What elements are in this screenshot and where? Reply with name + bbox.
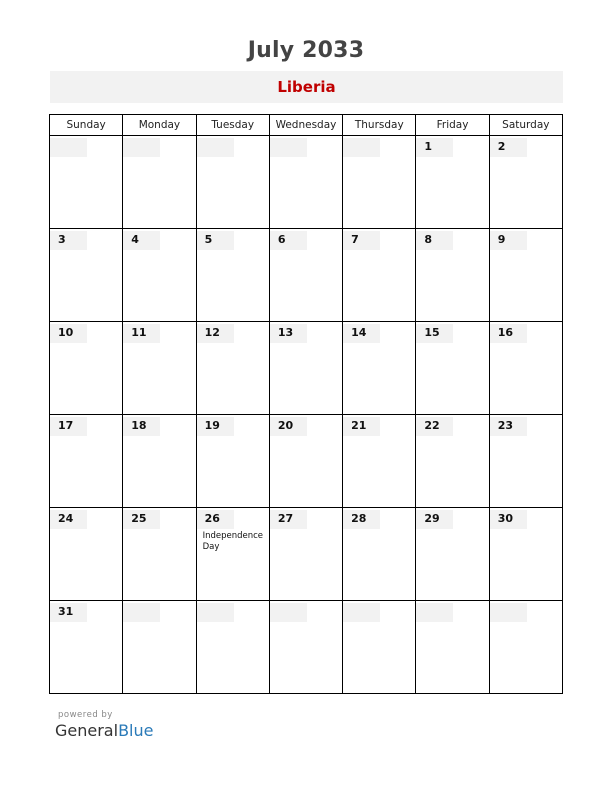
day-cell[interactable] xyxy=(50,601,123,694)
week-row xyxy=(50,508,563,601)
calendar-title: July 2033 xyxy=(247,38,365,63)
day-number: 27 xyxy=(277,512,294,525)
day-number-box xyxy=(270,231,307,250)
day-number-box xyxy=(197,138,234,157)
day-number: 20 xyxy=(277,419,294,432)
day-cell[interactable] xyxy=(416,322,489,415)
week-row xyxy=(50,415,563,508)
day-number: 31 xyxy=(58,605,74,618)
day-number-box xyxy=(416,138,453,157)
logo-blue-text: Blue xyxy=(118,721,154,740)
day-number-box xyxy=(490,603,527,622)
day-number: 18 xyxy=(131,419,147,432)
day-number: 8 xyxy=(424,233,433,246)
day-cell[interactable] xyxy=(416,136,489,229)
day-number: 30 xyxy=(497,512,513,525)
day-number-box xyxy=(416,231,453,250)
day-number-box xyxy=(197,231,234,250)
day-number: 17 xyxy=(58,419,74,432)
day-cell[interactable] xyxy=(50,508,123,601)
day-cell[interactable] xyxy=(123,415,196,508)
day-number: 22 xyxy=(424,419,440,432)
day-number: 9 xyxy=(497,233,506,246)
day-number-box xyxy=(490,138,527,157)
weekday-sunday: Sunday xyxy=(50,115,123,136)
day-cell[interactable] xyxy=(489,322,562,415)
day-cell[interactable] xyxy=(269,415,342,508)
day-cell[interactable] xyxy=(343,508,416,601)
weekday-tuesday: Tuesday xyxy=(196,115,269,136)
day-number: 14 xyxy=(351,326,367,339)
weekday-saturday: Saturday xyxy=(489,115,562,136)
day-cell[interactable] xyxy=(196,229,269,322)
day-cell[interactable] xyxy=(196,136,269,229)
day-cell[interactable] xyxy=(343,229,416,322)
day-number: 15 xyxy=(424,326,440,339)
day-number-box xyxy=(343,603,380,622)
day-cell[interactable] xyxy=(196,322,269,415)
day-number-box xyxy=(490,231,527,250)
day-number: 19 xyxy=(204,419,220,432)
powered-by-text: powered by xyxy=(58,710,113,720)
day-number: 3 xyxy=(58,233,66,246)
day-cell[interactable] xyxy=(196,508,269,601)
holiday-label: Independence Day xyxy=(202,531,264,552)
day-number-box xyxy=(343,231,380,250)
day-number: 7 xyxy=(351,233,359,246)
day-cell[interactable] xyxy=(343,601,416,694)
day-cell[interactable] xyxy=(416,229,489,322)
day-cell[interactable] xyxy=(343,415,416,508)
day-cell[interactable] xyxy=(269,601,342,694)
day-number-box xyxy=(123,603,160,622)
day-cell[interactable] xyxy=(489,229,562,322)
day-cell[interactable] xyxy=(269,136,342,229)
weekday-header-row xyxy=(50,115,563,136)
day-number-box xyxy=(123,138,160,157)
week-row xyxy=(50,136,563,229)
day-cell[interactable] xyxy=(416,415,489,508)
day-number: 5 xyxy=(204,233,213,246)
day-number: 10 xyxy=(58,326,74,339)
day-number-box xyxy=(197,603,234,622)
day-number-box xyxy=(270,138,307,157)
day-number: 6 xyxy=(277,233,286,246)
day-cell[interactable] xyxy=(123,136,196,229)
day-number: 26 xyxy=(204,512,220,525)
day-cell[interactable] xyxy=(269,229,342,322)
day-cell[interactable] xyxy=(489,508,562,601)
day-number: 1 xyxy=(424,140,433,153)
day-number: 4 xyxy=(131,233,139,246)
calendar-body xyxy=(50,136,563,694)
day-number: 24 xyxy=(58,512,74,525)
day-cell[interactable] xyxy=(343,322,416,415)
day-cell[interactable] xyxy=(50,136,123,229)
day-cell[interactable] xyxy=(123,229,196,322)
day-number: 29 xyxy=(424,512,440,525)
day-number: 21 xyxy=(351,419,367,432)
week-row xyxy=(50,601,563,694)
day-cell[interactable] xyxy=(196,415,269,508)
day-cell[interactable] xyxy=(269,508,342,601)
day-cell[interactable] xyxy=(123,322,196,415)
day-cell[interactable] xyxy=(50,415,123,508)
day-number: 23 xyxy=(497,419,513,432)
day-number-box xyxy=(343,138,380,157)
day-number: 12 xyxy=(204,326,220,339)
day-cell[interactable] xyxy=(489,136,562,229)
weekday-thursday: Thursday xyxy=(343,115,416,136)
day-number-box xyxy=(123,231,160,250)
day-cell[interactable] xyxy=(416,601,489,694)
day-cell[interactable] xyxy=(196,601,269,694)
weekday-wednesday: Wednesday xyxy=(269,115,342,136)
day-cell[interactable] xyxy=(416,508,489,601)
week-row xyxy=(50,322,563,415)
day-cell[interactable] xyxy=(489,415,562,508)
day-number-box xyxy=(270,603,307,622)
day-cell[interactable] xyxy=(50,229,123,322)
day-cell[interactable] xyxy=(269,322,342,415)
day-number-box xyxy=(50,231,87,250)
country-name: Liberia xyxy=(50,71,563,103)
weekday-friday: Friday xyxy=(416,115,489,136)
day-number-box xyxy=(50,138,87,157)
day-cell[interactable] xyxy=(489,601,562,694)
weekday-monday: Monday xyxy=(123,115,196,136)
day-number-box xyxy=(416,603,453,622)
calendar-grid xyxy=(49,114,563,694)
day-cell[interactable] xyxy=(123,508,196,601)
day-number: 11 xyxy=(131,326,147,339)
day-number: 25 xyxy=(131,512,147,525)
day-cell[interactable] xyxy=(123,601,196,694)
day-cell[interactable] xyxy=(343,136,416,229)
day-number: 16 xyxy=(497,326,513,339)
day-cell[interactable] xyxy=(50,322,123,415)
day-number: 28 xyxy=(351,512,367,525)
day-number: 2 xyxy=(497,140,506,153)
generalblue-logo[interactable] xyxy=(55,721,153,741)
logo-general-text: General xyxy=(55,721,119,740)
week-row xyxy=(50,229,563,322)
day-number: 13 xyxy=(277,326,294,339)
